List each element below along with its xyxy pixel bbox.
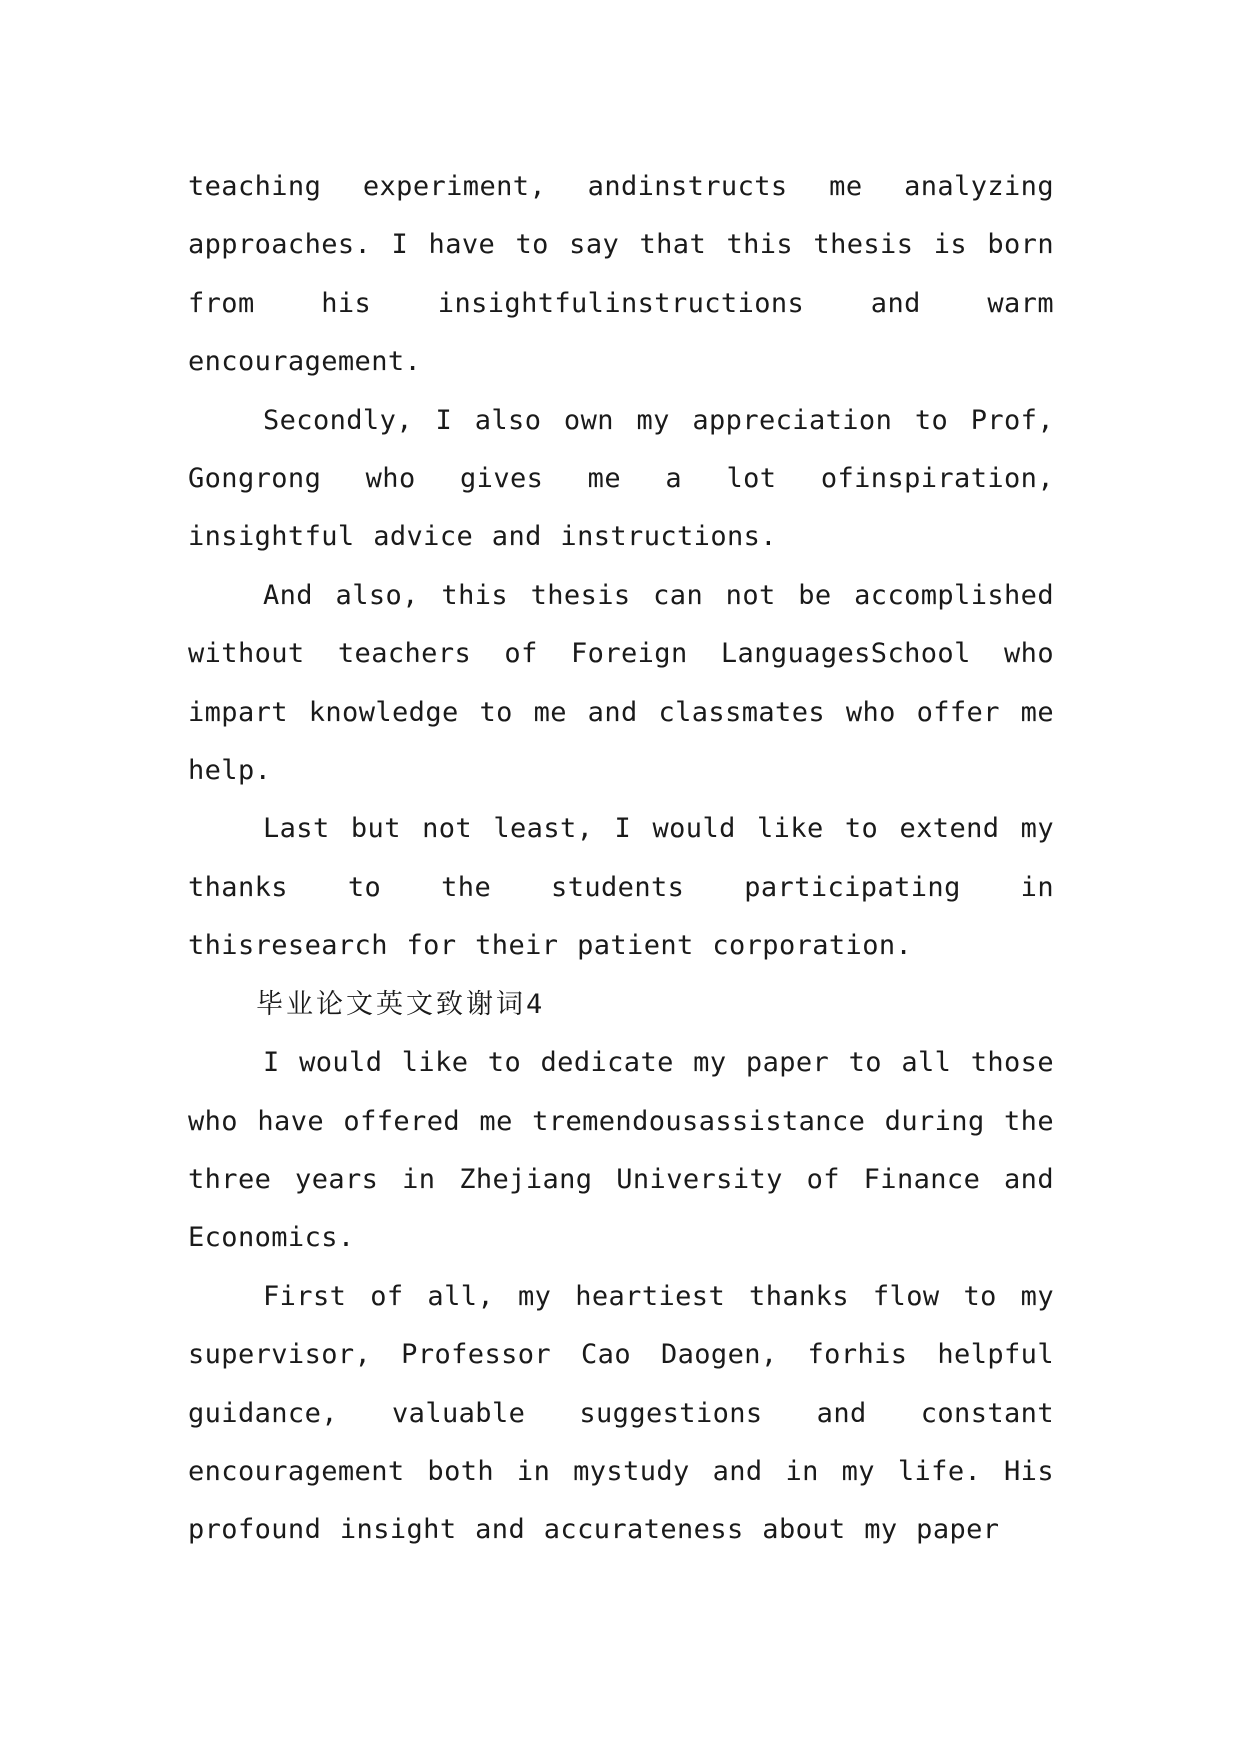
paragraph-secondly: Secondly, I also own my appreciation to Prof, Gongrong who gives me a lot ofinspiration, insightful advice and instructions. bbox=[188, 404, 1054, 553]
paragraph-dedication: I would like to dedicate my paper to all those who have offered me tremendousassistance during the three years in Zhejiang University of Finance and Economics. bbox=[188, 1047, 1054, 1254]
section-heading: 毕业论文英文致谢词4 bbox=[256, 988, 546, 1020]
paragraph-supervisor-continued: teaching experiment, andinstructs me analyzing approaches. I have to say that this thesis is born from his insightfulinstructions and warm encouragement. bbox=[188, 171, 1054, 378]
document-body bbox=[188, 158, 1054, 1560]
paragraph-and-also: And also, this thesis can not be accomplished without teachers of Foreign LanguagesSchool who impart knowledge to me and classmates who offer me help. bbox=[188, 579, 1054, 787]
paragraph-last-but-not-least: Last but not least, I would like to extend my thanks to the students participating in thisresearch for their patient corporation. bbox=[188, 813, 1054, 962]
paragraph-first-of-all: First of all, my heartiest thanks flow to my supervisor, Professor Cao Daogen, forhis helpful guidance, valuable suggestions and constant encouragement both in mystudy and in my life. His profound insight and accurateness about my paper bbox=[188, 1280, 1054, 1546]
